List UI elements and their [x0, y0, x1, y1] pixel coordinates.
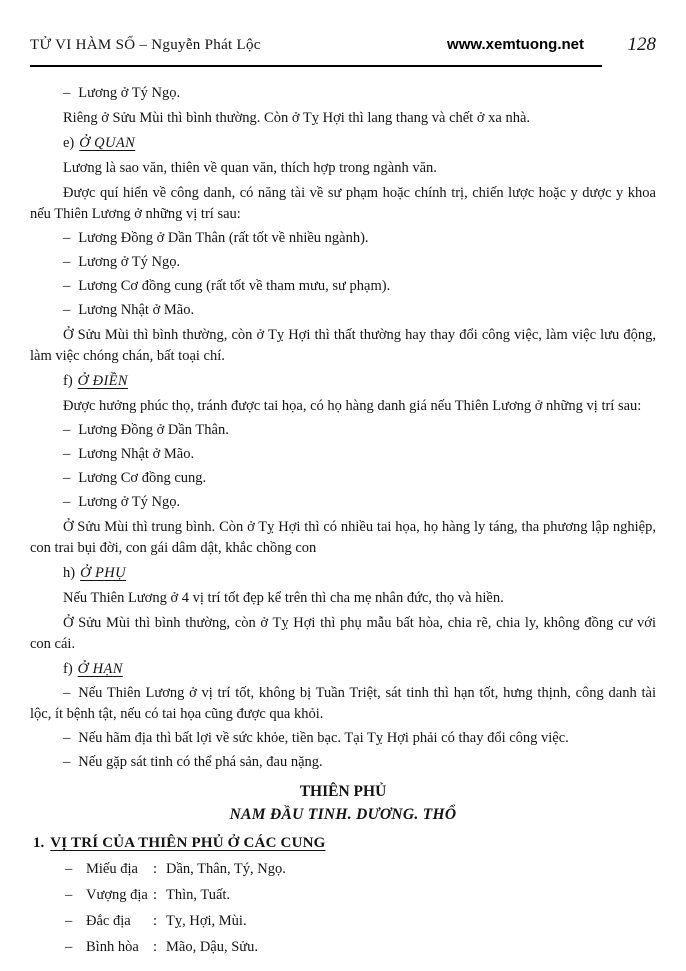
list-dash: – — [63, 446, 71, 462]
list-dash: – — [63, 278, 71, 294]
list-dash: – — [65, 861, 73, 877]
position-colon: : — [153, 913, 158, 929]
subsection-letter: f) — [63, 373, 73, 389]
chapter-title: THIÊN PHỦ — [299, 783, 387, 800]
position-row — [30, 859, 656, 880]
list-dash: – — [63, 685, 71, 701]
position-colon: : — [153, 861, 158, 877]
paragraph: Được hưởng phúc thọ, tránh được tai họa, có họ hàng danh giá nếu Thiên Lương ở những vị trí sau: — [63, 398, 642, 414]
subsection-title: Ở PHỤ — [80, 565, 126, 581]
list-item — [30, 444, 656, 465]
section-heading — [30, 833, 656, 854]
list-item — [30, 492, 656, 513]
position-value: Thìn, Tuất. — [166, 887, 231, 903]
list-item-text: Lương Nhật ở Mão. — [78, 446, 195, 462]
page-number: 128 — [627, 34, 656, 55]
position-label: Bình hòa — [86, 939, 139, 955]
section-title: VỊ TRÍ CỦA THIÊN PHỦ Ở CÁC CUNG — [50, 835, 326, 851]
list-item-text: Lương Đồng ở Dần Thân (rất tốt về nhiều ngành). — [78, 230, 369, 246]
subsection-title: Ở QUAN — [79, 135, 136, 151]
list-item — [30, 468, 656, 489]
list-dash: – — [63, 302, 71, 318]
subsection-letter: h) — [63, 565, 76, 581]
header-rule-area — [30, 36, 602, 67]
position-value: Dần, Thân, Tý, Ngọ. — [166, 861, 286, 877]
book-title: TỬ VI HÀM SỐ – Nguyễn Phát Lộc — [30, 37, 261, 53]
list-dash: – — [63, 85, 71, 101]
subsection-heading-phu — [30, 563, 656, 584]
list-item — [30, 728, 656, 749]
website-link[interactable]: www.xemtuong.net — [447, 36, 584, 53]
section-number: 1. — [33, 835, 45, 851]
subsection-heading-quan — [30, 133, 656, 154]
position-row — [30, 885, 656, 906]
subsection-heading-han — [30, 659, 656, 680]
paragraph: Riêng ở Sửu Mùi thì bình thường. Còn ở Tỵ Hợi thì lang thang và chết ở xa nhà. — [63, 110, 531, 126]
list-dash: – — [63, 230, 71, 246]
list-item-text: Lương Cơ đồng cung. — [78, 470, 207, 486]
list-item — [30, 683, 656, 725]
chapter-subtitle: NAM ĐẦU TINH. DƯƠNG. THỔ — [229, 806, 457, 823]
list-item — [30, 276, 656, 297]
subsection-title: Ở ĐIỀN — [77, 373, 128, 389]
subsection-heading-dien — [30, 371, 656, 392]
subsection-letter: e) — [63, 135, 75, 151]
list-item — [30, 83, 656, 104]
list-dash: – — [65, 887, 73, 903]
position-colon: : — [153, 939, 158, 955]
list-item-text: Lương ở Tý Ngọ. — [78, 254, 181, 270]
list-item-text: Lương ở Tý Ngọ. — [78, 85, 181, 101]
list-dash: – — [65, 939, 73, 955]
list-item — [30, 300, 656, 321]
list-item-text: Nếu Thiên Lương ở vị trí tốt, không bị Tuần Triệt, sát tinh thì hạn tốt, hưng thịnh, công danh tài lộc, ít bệnh tật, nếu có tai họa cũng được qua khỏi. — [30, 685, 656, 722]
position-row — [30, 911, 656, 932]
paragraph: Ở Sửu Mùi thì trung bình. Còn ở Tỵ Hợi thì có nhiều tai họa, họ hàng ly táng, tha phương lập nghiệp, con trai bụi đời, con gái dâm dật, khắc chồng con — [30, 519, 656, 556]
paragraph: Nếu Thiên Lương ở 4 vị trí tốt đẹp kể trên thì cha mẹ nhân đức, thọ và hiền. — [63, 590, 504, 606]
position-label: Đắc địa — [86, 913, 131, 929]
list-item-text: Lương Cơ đồng cung (rất tốt về tham mưu, sư phạm). — [78, 278, 391, 294]
position-colon: : — [153, 887, 158, 903]
list-item-text: Lương Đồng ở Dần Thân. — [78, 422, 229, 438]
list-item-text: Nếu gặp sát tinh có thể phá sản, đau nặng. — [78, 754, 323, 770]
subsection-title: Ở HẠN — [77, 661, 123, 677]
position-label: Miếu địa — [86, 861, 138, 877]
list-dash: – — [63, 254, 71, 270]
list-item — [30, 252, 656, 273]
list-item-text: Lương ở Tý Ngọ. — [78, 494, 181, 510]
position-value: Mão, Dậu, Sửu. — [166, 939, 259, 955]
page-content — [30, 67, 656, 958]
list-dash: – — [63, 754, 71, 770]
paragraph: Ở Sửu Mùi thì bình thường, còn ở Tỵ Hợi thì phụ mẫu bất hòa, chia rẽ, chia ly, không đồng cư với con cái. — [30, 615, 656, 652]
list-dash: – — [63, 470, 71, 486]
paragraph: Được quí hiển về công danh, có năng tài về sư phạm hoặc chính trị, chiến lược hoặc y dược y khoa nếu Thiên Lương ở những vị trí sau: — [30, 185, 656, 222]
position-value: Tỵ, Hợi, Mùi. — [166, 913, 247, 929]
position-row — [30, 937, 656, 958]
list-dash: – — [65, 913, 73, 929]
subsection-letter: f) — [63, 661, 73, 677]
list-dash: – — [63, 494, 71, 510]
paragraph: Ở Sửu Mùi thì bình thường, còn ở Tỵ Hợi thì thất thường hay thay đổi công việc, làm việc lưu động, làm việc chóng chán, bất toại chí. — [30, 327, 656, 364]
list-item-text: Nếu hãm địa thì bất lợi về sức khỏe, tiền bạc. Tại Tỵ Hợi phải có thay đổi công việc. — [78, 730, 569, 746]
list-item — [30, 752, 656, 773]
list-item-text: Lương Nhật ở Mão. — [78, 302, 195, 318]
list-item — [30, 420, 656, 441]
list-item — [30, 228, 656, 249]
list-dash: – — [63, 730, 71, 746]
position-label: Vượng địa — [86, 887, 148, 903]
paragraph: Lương là sao văn, thiên về quan văn, thích hợp trong ngành văn. — [63, 160, 437, 176]
page-header — [30, 36, 656, 67]
list-dash: – — [63, 422, 71, 438]
